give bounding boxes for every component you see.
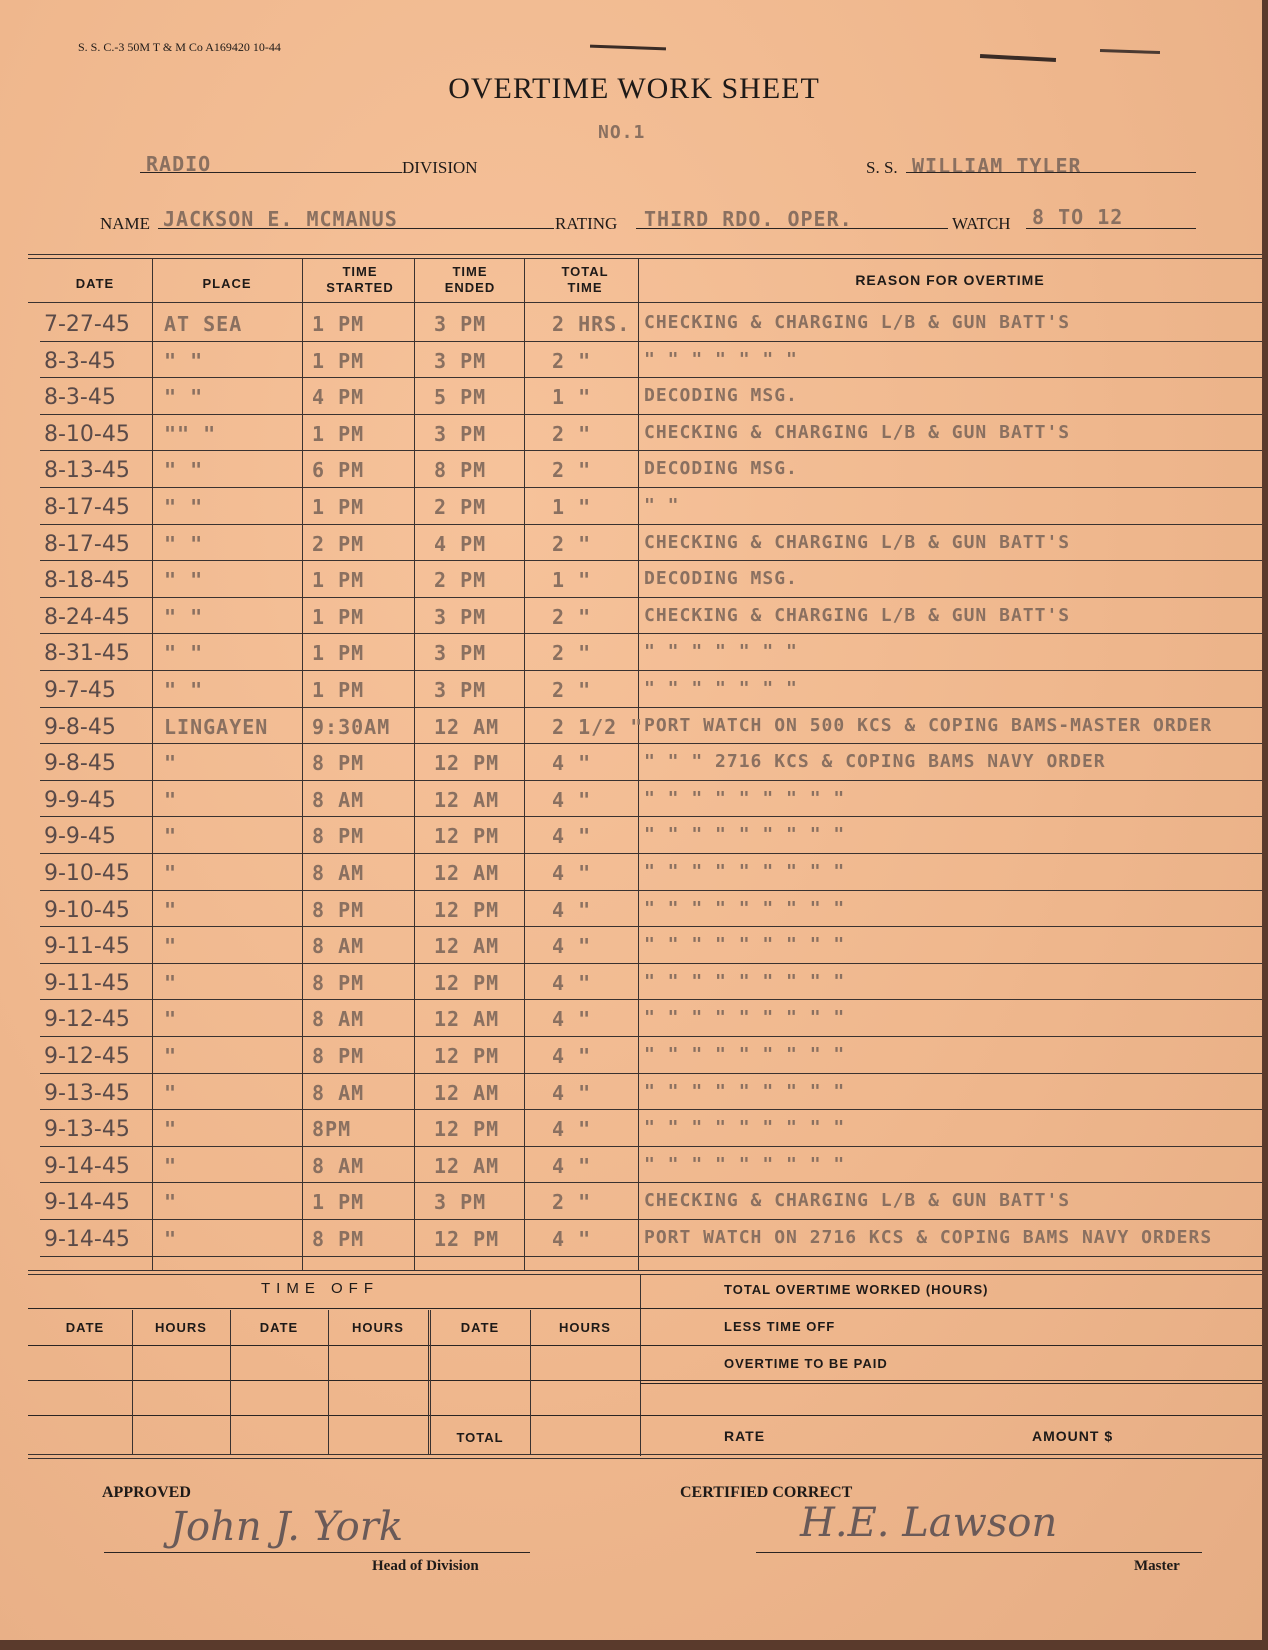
cell-end: 8 PM (434, 458, 487, 483)
cell-end: 12 PM (434, 970, 500, 995)
cell-reason: PORT WATCH ON 500 KCS & COPING BAMS-MASTER ORDER (644, 714, 1213, 736)
row-rule (40, 1036, 1262, 1037)
cell-total: 2 HRS. (552, 312, 631, 336)
cell-end: 12 PM (434, 751, 500, 776)
cell-start: 8PM (312, 1117, 352, 1142)
cell-start: 8 AM (312, 1007, 365, 1032)
cell-total: 4 " (552, 897, 592, 922)
cell-place: " (164, 751, 178, 776)
cell-start: 8 PM (312, 897, 365, 922)
cell-reason: PORT WATCH ON 2716 KCS & COPING BAMS NAVY ORDERS (644, 1227, 1213, 1248)
division-label: DIVISION (402, 158, 478, 177)
cell-start: 2 PM (312, 531, 365, 556)
row-rule (40, 597, 1262, 598)
cell-reason: " " " " " " " " " (644, 934, 846, 956)
cell-date: 9-9-45 (44, 824, 116, 850)
cell-place: " (164, 824, 178, 849)
time-off-total-label: TOTAL (456, 1430, 504, 1445)
cell-date: 9-12-45 (44, 1044, 130, 1069)
cell-date: 8-17-45 (44, 531, 130, 557)
cell-place: " (164, 1117, 178, 1142)
row-rule (40, 450, 1262, 451)
cell-date: 9-14-45 (44, 1153, 130, 1179)
cell-total: 4 " (552, 1153, 592, 1178)
cell-start: 1 PM (312, 312, 365, 336)
cell-end: 12 AM (434, 787, 500, 812)
cell-date: 9-9-45 (44, 787, 116, 813)
row-rule (40, 377, 1262, 378)
cell-start: 1 PM (312, 1190, 365, 1215)
rating-label: RATING (555, 214, 618, 233)
cell-reason: " " " " " " " " " (644, 1080, 846, 1102)
cell-date: 9-8-45 (44, 714, 116, 740)
cell-end: 12 PM (434, 897, 500, 922)
certified-label: CERTIFIED CORRECT (680, 1484, 853, 1501)
time-off-hours-1: HOURS (155, 1320, 207, 1335)
cell-end: 12 AM (434, 1007, 500, 1032)
cell-start: 1 PM (312, 604, 365, 629)
cell-total: 4 " (552, 751, 592, 776)
cell-place: " " (164, 531, 204, 556)
row-rule (40, 341, 1262, 342)
col-header-date: DATE (75, 276, 115, 291)
row-rule (40, 1073, 1262, 1074)
row-rule (40, 670, 1262, 671)
cell-place: " (164, 1190, 178, 1215)
cell-date: 9-10-45 (44, 861, 130, 886)
time-off-date-2: DATE (259, 1320, 299, 1335)
time-off-date-1: DATE (65, 1320, 105, 1335)
cell-end: 4 PM (434, 531, 487, 556)
cell-total: 4 " (552, 1007, 592, 1032)
division-value: RADIO (146, 152, 212, 176)
watch-label: WATCH (952, 214, 1011, 233)
cell-reason: " " " " " " " " " (644, 970, 846, 992)
cell-reason: CHECKING & CHARGING L/B & GUN BATT'S (644, 421, 1071, 443)
cell-end: 2 PM (434, 568, 487, 593)
staple-mark (590, 45, 666, 51)
cell-place: " " (164, 568, 204, 593)
cell-end: 3 PM (434, 678, 487, 702)
cell-start: 1 PM (312, 348, 365, 373)
time-off-hours-2: HOURS (352, 1320, 404, 1335)
staple-mark (980, 54, 1056, 62)
cell-date: 8-10-45 (44, 421, 130, 447)
col-header-place: PLACE (202, 276, 252, 291)
cell-date: 7-27-45 (44, 312, 130, 337)
cell-reason: DECODING MSG. (644, 385, 798, 407)
staple-mark (1100, 49, 1160, 54)
cell-end: 12 PM (434, 824, 500, 849)
cell-place: " " (164, 348, 204, 373)
cell-reason: " " " " " " " " " (644, 861, 846, 882)
cell-reason: CHECKING & CHARGING L/B & GUN BATT'S (644, 531, 1071, 553)
cell-end: 12 PM (434, 1117, 500, 1142)
cell-start: 1 PM (312, 421, 365, 446)
cell-date: 9-14-45 (44, 1227, 130, 1252)
cell-total: 2 " (552, 641, 592, 666)
cell-total: 2 " (552, 1190, 592, 1215)
cell-end: 3 PM (434, 348, 487, 373)
cell-total: 4 " (552, 1044, 592, 1068)
row-rule (40, 633, 1262, 634)
cell-end: 3 PM (434, 1190, 487, 1215)
cell-total: 1 " (552, 385, 592, 410)
cell-date: 9-8-45 (44, 751, 116, 777)
cell-place: " " (164, 641, 204, 666)
cell-start: 8 PM (312, 1227, 365, 1251)
cell-date: 8-17-45 (44, 495, 130, 520)
cell-place: "" " (164, 421, 217, 446)
cell-total: 4 " (552, 1117, 592, 1142)
cell-place: " (164, 1007, 178, 1032)
cell-place: " (164, 1153, 178, 1178)
cell-reason: " " " " " " " " " (644, 1153, 846, 1175)
cell-date: 8-18-45 (44, 568, 130, 594)
watch-value: 8 TO 12 (1032, 205, 1124, 229)
cell-start: 8 AM (312, 1153, 365, 1178)
col-header-reason: REASON FOR OVERTIME (855, 272, 1045, 288)
row-rule (40, 707, 1262, 708)
name-value: JACKSON E. MCMANUS (163, 207, 398, 231)
row-rule (40, 1182, 1262, 1183)
col-header-time-ended: TIME ENDED (444, 264, 496, 295)
time-off-title: TIME OFF (261, 1280, 379, 1297)
col-header-total-time: TOTAL TIME (561, 264, 609, 295)
cell-total: 4 " (552, 861, 592, 885)
cell-reason: " " " " " " " " " (644, 787, 846, 809)
cell-date: 9-14-45 (44, 1190, 130, 1216)
cell-total: 2 " (552, 458, 592, 483)
cell-total: 4 " (552, 1080, 592, 1105)
row-rule (40, 963, 1262, 964)
cell-place: " (164, 787, 178, 812)
row-rule (40, 1109, 1262, 1110)
cell-total: 4 " (552, 824, 592, 849)
cell-reason: " " " " " " " (644, 678, 798, 699)
row-rule (40, 1146, 1262, 1147)
cell-start: 9:30AM (312, 714, 391, 739)
cell-place: " (164, 970, 178, 995)
cell-start: 4 PM (312, 385, 365, 410)
cell-place: " " (164, 495, 204, 519)
cell-place: " " (164, 458, 204, 483)
cell-reason: DECODING MSG. (644, 458, 798, 480)
cell-date: 9-7-45 (44, 678, 116, 703)
row-rule (40, 853, 1262, 854)
cell-date: 8-3-45 (44, 348, 116, 374)
cell-reason: " " " " " " " (644, 348, 798, 370)
cell-start: 8 AM (312, 934, 365, 959)
cell-total: 2 " (552, 604, 592, 629)
cell-end: 12 AM (434, 1153, 500, 1178)
amount-label: AMOUNT $ (1032, 1428, 1114, 1444)
cell-end: 12 AM (434, 934, 500, 959)
cell-reason: CHECKING & CHARGING L/B & GUN BATT'S (644, 1190, 1071, 1212)
col-header-time-started: TIME STARTED (326, 264, 394, 295)
cell-reason: " " " " " " " " " (644, 1007, 846, 1029)
head-of-division-label: Head of Division (372, 1558, 479, 1574)
row-rule (40, 816, 1262, 817)
cell-start: 8 PM (312, 1044, 365, 1068)
cell-reason: " " " 2716 KCS & COPING BAMS NAVY ORDER (644, 751, 1106, 773)
cell-start: 1 PM (312, 568, 365, 593)
cell-place: " (164, 897, 178, 922)
cell-place: " " (164, 678, 204, 702)
cell-start: 1 PM (312, 641, 365, 666)
row-rule (40, 999, 1262, 1000)
total-overtime-label: TOTAL OVERTIME WORKED (HOURS) (724, 1282, 989, 1297)
cell-reason: CHECKING & CHARGING L/B & GUN BATT'S (644, 312, 1071, 333)
cell-date: 8-3-45 (44, 385, 116, 411)
certified-signature: H.E. Lawson (800, 1500, 1058, 1546)
cell-end: 5 PM (434, 385, 487, 410)
cell-place: " (164, 1044, 178, 1068)
row-rule (40, 1219, 1262, 1220)
cell-date: 8-31-45 (44, 641, 130, 667)
cell-date: 9-11-45 (44, 970, 130, 996)
cell-end: 3 PM (434, 641, 487, 666)
cell-date: 9-12-45 (44, 1007, 130, 1033)
row-rule (40, 780, 1262, 781)
cell-date: 9-13-45 (44, 1117, 130, 1143)
time-off-date-3: DATE (460, 1320, 500, 1335)
sheet-number: NO.1 (598, 122, 646, 143)
cell-total: 2 " (552, 531, 592, 556)
cell-place: LINGAYEN (164, 714, 269, 739)
cell-start: 8 PM (312, 824, 365, 849)
cell-reason: " " " " " " " (644, 641, 798, 663)
name-label: NAME (100, 214, 151, 233)
cell-start: 8 PM (312, 751, 365, 776)
cell-end: 12 AM (434, 861, 500, 885)
time-off-hours-3: HOURS (559, 1320, 611, 1335)
row-rule (40, 524, 1262, 525)
cell-total: 4 " (552, 970, 592, 995)
cell-end: 3 PM (434, 604, 487, 629)
cell-total: 1 " (552, 568, 592, 593)
cell-date: 8-13-45 (44, 458, 130, 484)
rating-value: THIRD RDO. OPER. (644, 207, 853, 231)
cell-reason: " " " " " " " " " (644, 897, 846, 919)
cell-total: 2 1/2 " (552, 714, 644, 739)
cell-reason: " " " " " " " " " (644, 1044, 846, 1065)
cell-total: 2 " (552, 348, 592, 373)
cell-place: " (164, 934, 178, 959)
approved-label: APPROVED (102, 1484, 191, 1501)
cell-place: " (164, 1080, 178, 1105)
row-rule (40, 414, 1262, 415)
cell-start: 8 PM (312, 970, 365, 995)
cell-start: 1 PM (312, 495, 365, 519)
cell-start: 8 AM (312, 1080, 365, 1105)
cell-start: 6 PM (312, 458, 365, 483)
master-label: Master (1134, 1558, 1180, 1574)
cell-reason: DECODING MSG. (644, 568, 798, 590)
page-title: OVERTIME WORK SHEET (448, 72, 820, 105)
cell-start: 8 AM (312, 787, 365, 812)
row-rule (40, 743, 1262, 744)
cell-end: 12 AM (434, 1080, 500, 1105)
ship-value: WILLIAM TYLER (912, 154, 1082, 178)
row-rule (40, 487, 1262, 488)
cell-date: 8-24-45 (44, 604, 130, 630)
row-rule (40, 890, 1262, 891)
cell-total: 2 " (552, 421, 592, 446)
cell-place: " (164, 1227, 178, 1251)
cell-start: 8 AM (312, 861, 365, 885)
cell-total: 2 " (552, 678, 592, 702)
cell-reason: " " (644, 495, 680, 516)
cell-place: " " (164, 604, 204, 629)
row-rule (40, 926, 1262, 927)
rate-label: RATE (724, 1428, 766, 1444)
cell-reason: " " " " " " " " " (644, 824, 846, 846)
less-time-off-label: LESS TIME OFF (724, 1319, 836, 1334)
cell-place: AT SEA (164, 312, 243, 336)
cell-end: 3 PM (434, 312, 487, 336)
cell-start: 1 PM (312, 678, 365, 702)
form-code: S. S. C.-3 50M T & M Co A169420 10-44 (78, 40, 281, 54)
cell-end: 12 AM (434, 714, 500, 739)
overtime-paid-label: OVERTIME TO BE PAID (724, 1356, 888, 1371)
cell-place: " " (164, 385, 204, 410)
cell-end: 3 PM (434, 421, 487, 446)
row-rule (40, 560, 1262, 561)
cell-end: 12 PM (434, 1044, 500, 1068)
cell-end: 12 PM (434, 1227, 500, 1251)
cell-place: " (164, 861, 178, 885)
cell-date: 9-10-45 (44, 897, 130, 923)
cell-reason: CHECKING & CHARGING L/B & GUN BATT'S (644, 604, 1071, 626)
cell-reason: " " " " " " " " " (644, 1117, 846, 1139)
cell-total: 4 " (552, 1227, 592, 1251)
cell-total: 4 " (552, 787, 592, 812)
cell-total: 1 " (552, 495, 592, 519)
row-rule (40, 1256, 1262, 1257)
cell-date: 9-13-45 (44, 1080, 130, 1106)
cell-date: 9-11-45 (44, 934, 130, 960)
approved-signature: John J. York (170, 1504, 404, 1550)
ship-label: S. S. (866, 158, 898, 177)
cell-end: 2 PM (434, 495, 487, 519)
cell-total: 4 " (552, 934, 592, 959)
